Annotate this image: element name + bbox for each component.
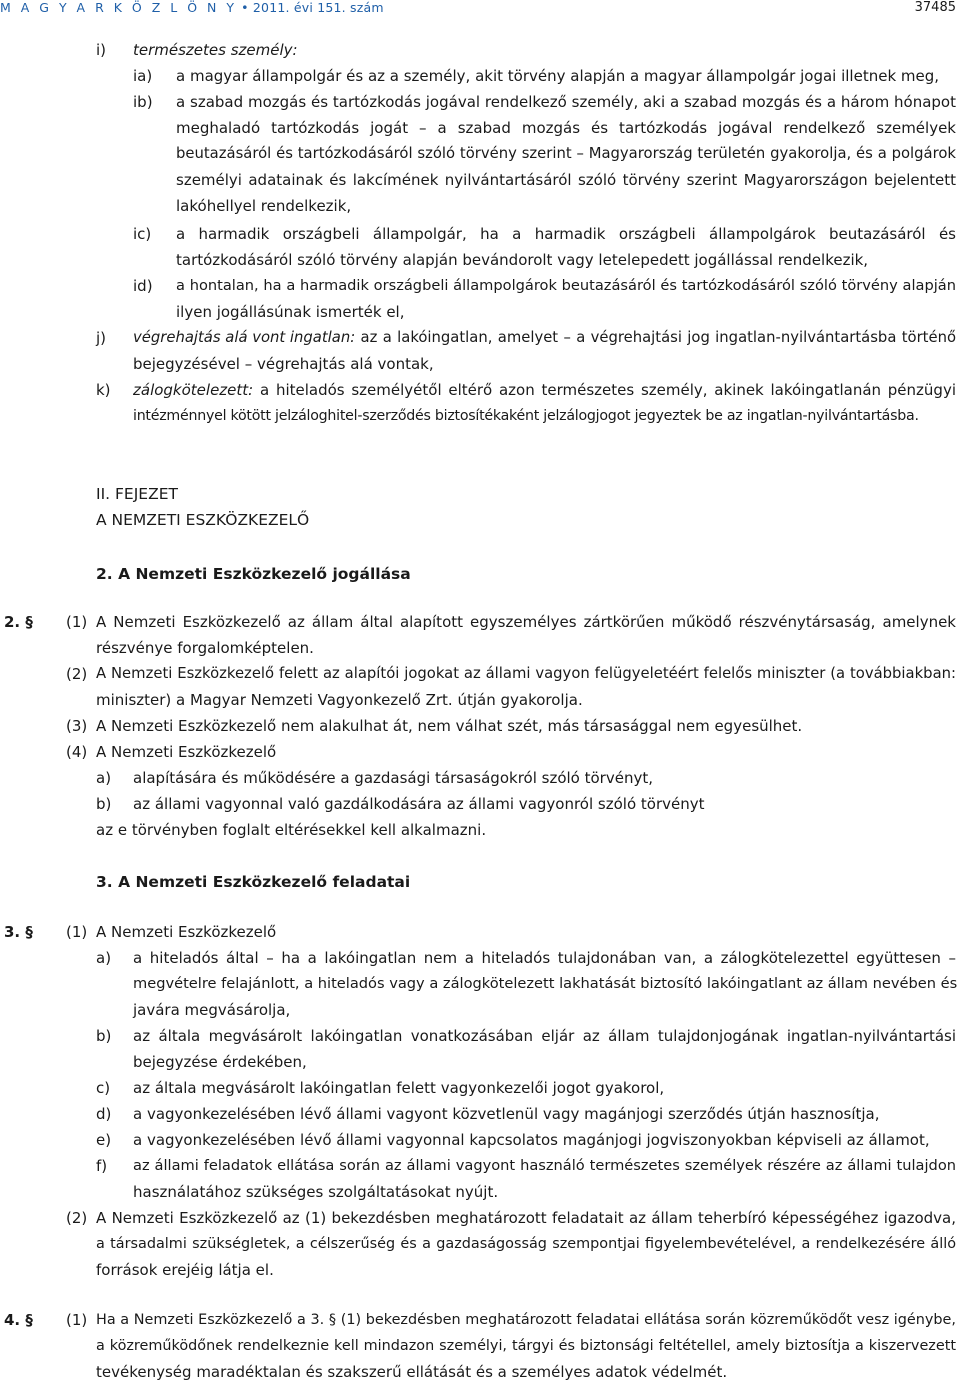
list-label-i: i) [96,41,107,59]
point-text-line: bejegyzése érdekében, [133,1053,307,1071]
running-header [0,0,960,18]
point-label: b) [96,795,112,813]
point-text-line: használatához szükséges szolgáltatásokat nyújt. [133,1183,499,1201]
subsection-text-line: a közreműködőnek rendelkeznie kell mindazon személyi, tárgyi és biztonsági feltétellel, amely biztosítja a kiszervezett [96,1338,956,1354]
list-item-k-line [133,380,956,400]
paragraph-number-3: 3. § [4,923,33,941]
subsection-text-line: az e törvényben foglalt eltérésekkel kell alkalmazni. [96,821,487,839]
definition-term-j: végrehajtás alá vont ingatlan: [133,329,356,346]
section-heading-3: 3. A Nemzeti Eszközkezelő feladatai [96,873,411,891]
point-text: a vagyonkezelésében lévő állami vagyont közvetlenül vagy magánjogi szerződés útján hasznosítja, [133,1105,880,1123]
list-item-ib-line: lakóhellyel rendelkezik, [176,197,352,215]
point-text: az általa megvásárolt lakóingatlan felett vagyonkezelői jogot gyakorol, [133,1079,665,1097]
definition-term-k: zálogkötelezett: [133,381,254,399]
subsection-text-line: A Nemzeti Eszközkezelő az (1) bekezdésben meghatározott feladatait az állam teherbíró képességéhez igazodva, [96,1209,956,1227]
point-text-line: az általa megvásárolt lakóingatlan vonatkozásában eljár az állam tulajdonjogának ingatlan-nyilvántartási [133,1027,956,1045]
subsection-text-line: miniszter) a Magyar Nemzeti Vagyonkezelő Zrt. útján gyakorolja. [96,691,583,709]
journal-name: M A G Y A R K Ö Z L Ö N Y [0,0,237,15]
page-number: 37485 [914,0,956,15]
list-item-j-line [133,328,956,348]
list-label-j: j) [96,329,107,347]
subsection-label: (1) [66,613,88,631]
subsection-label: (2) [66,1209,88,1227]
list-item-ic-line: a harmadik országbeli állampolgár, ha a harmadik országbeli állampolgárok beutazásáról és [176,225,956,243]
subsection-text-line: Ha a Nemzeti Eszközkezelő a 3. § (1) bekezdésben meghatározott feladatai ellátása során közreműködőt vesz igénybe, [96,1312,956,1328]
point-text-line: az állami feladatok ellátása során az állami vagyont használó természetes személyek részére az állami tulajdon [133,1157,956,1174]
point-text-line: javára megvásárolja, [133,1001,291,1019]
paragraph-number-2: 2. § [4,613,33,631]
subsection-text-line: a társadalmi szükségletek, a célszerűség és a gazdaságosság szempontjai figyelembevételével, a rendelkezésére álló [96,1236,956,1252]
list-item-id-line: ilyen jogállásúnak ismerték el, [176,303,405,321]
list-item-k-line: intézménnyel kötött jelzáloghitel-szerződés biztosítékaként jelzálogjogot jegyeztek be az ingatlan-nyilvántartásba. [133,408,919,424]
subsection-label: (1) [66,923,88,941]
point-label: c) [96,1079,111,1097]
chapter-number: II. FEJEZET [96,485,178,503]
paragraph-number-4: 4. § [4,1311,33,1329]
subsection-label: (3) [66,717,88,735]
subsection-label: (1) [66,1311,88,1329]
issue-info: • 2011. évi 151. szám [241,0,384,15]
point-text: alapítására és működésére a gazdasági társaságokról szóló törvényt, [133,769,653,787]
list-label-k: k) [96,381,111,399]
list-item-j-line: bejegyzésével – végrehajtás alá vontak, [133,355,434,373]
subsection-text-line: A Nemzeti Eszközkezelő nem alakulhat át, nem válhat szét, más társasággal nem egyesülhet. [96,717,803,735]
subsection-text-line: források erejéig látja el. [96,1261,274,1279]
list-label-id: id) [133,277,153,295]
point-text: az állami vagyonnal való gazdálkodására az állami vagyonról szóló törvényt [133,795,705,813]
subsection-label: (4) [66,743,88,761]
subsection-text-line: részvénye forgalomképtelen. [96,639,314,657]
list-item-ib-line: személyi adatainak és lakcímének nyilvántartásáról szóló törvény szerint Magyarországon bejelentett [176,171,956,189]
point-label: a) [96,949,112,967]
list-item-ia: a magyar állampolgár és az a személy, akit törvény alapján a magyar állampolgár jogai illetnek meg, [176,67,940,85]
point-text: a vagyonkezelésében lévő állami vagyonnal kapcsolatos magánjogi jogviszonyokban képviseli az államot, [133,1131,930,1149]
subsection-text-line: A Nemzeti Eszközkezelő [96,743,277,761]
point-label: d) [96,1105,112,1123]
chapter-title: A NEMZETI ESZKÖZKEZELŐ [96,511,310,529]
section-heading-2: 2. A Nemzeti Eszközkezelő jogállása [96,565,411,583]
list-label-ia: ia) [133,67,153,85]
list-item-ib-line: a szabad mozgás és tartózkodás jogával rendelkező személy, aki a szabad mozgás és a három hónapot [176,93,956,111]
point-label: a) [96,769,112,787]
list-label-ic: ic) [133,225,152,243]
subsection-text-line: A Nemzeti Eszközkezelő felett az alapítói jogokat az állami vagyon felügyeletéért felelős miniszter (a továbbiakban: [96,665,956,682]
definition-text-k: a hiteladós személyétől eltérő azon természetes személy, akinek lakóingatlanán pénzügyi [253,381,956,399]
list-label-ib: ib) [133,93,153,111]
point-label: e) [96,1131,112,1149]
list-item-ib-line: meghaladó tartózkodás jogát – a szabad mozgás és tartózkodás jogával rendelkező személyek [176,119,956,137]
journal-title [0,0,384,15]
point-label: f) [96,1157,108,1175]
subsection-text-line: A Nemzeti Eszközkezelő [96,923,277,941]
list-item-ic-line: tartózkodásáról szóló törvény alapján bevándorolt vagy letelepedett jogállással rendelkezik, [176,251,869,269]
definition-text-j: az a lakóingatlan, amelyet – a végrehajtási jog ingatlan-nyilvántartásba történő [355,329,956,346]
point-text-line: a hiteladós által – ha a lakóingatlan nem a hiteladós tulajdonában van, a zálogkötelezettel együttesen – [133,949,956,967]
point-label: b) [96,1027,112,1045]
definition-term-i: természetes személy: [133,41,298,59]
subsection-label: (2) [66,665,88,683]
list-item-ib-line: beutazásáról és tartózkodásáról szóló törvény szerint – Magyarország területén gyakorolja, és a polgárok [176,145,956,162]
subsection-text-line: tevékenység maradéktalan és szakszerű ellátását és a személyes adatok védelmét. [96,1363,728,1381]
point-text-line: megvételre felajánlott, a hiteladós vagy a zálogkötelezett lakhatását biztosító lakóingatlant az állam nevében és [133,975,958,992]
subsection-text-line: A Nemzeti Eszközkezelő az állam által alapított egyszemélyes zártkörűen működő részvénytársaság, amelynek [96,613,956,631]
list-item-id-line: a hontalan, ha a harmadik országbeli állampolgárok beutazásáról és tartózkodásáról szóló törvény alapján [176,277,956,294]
